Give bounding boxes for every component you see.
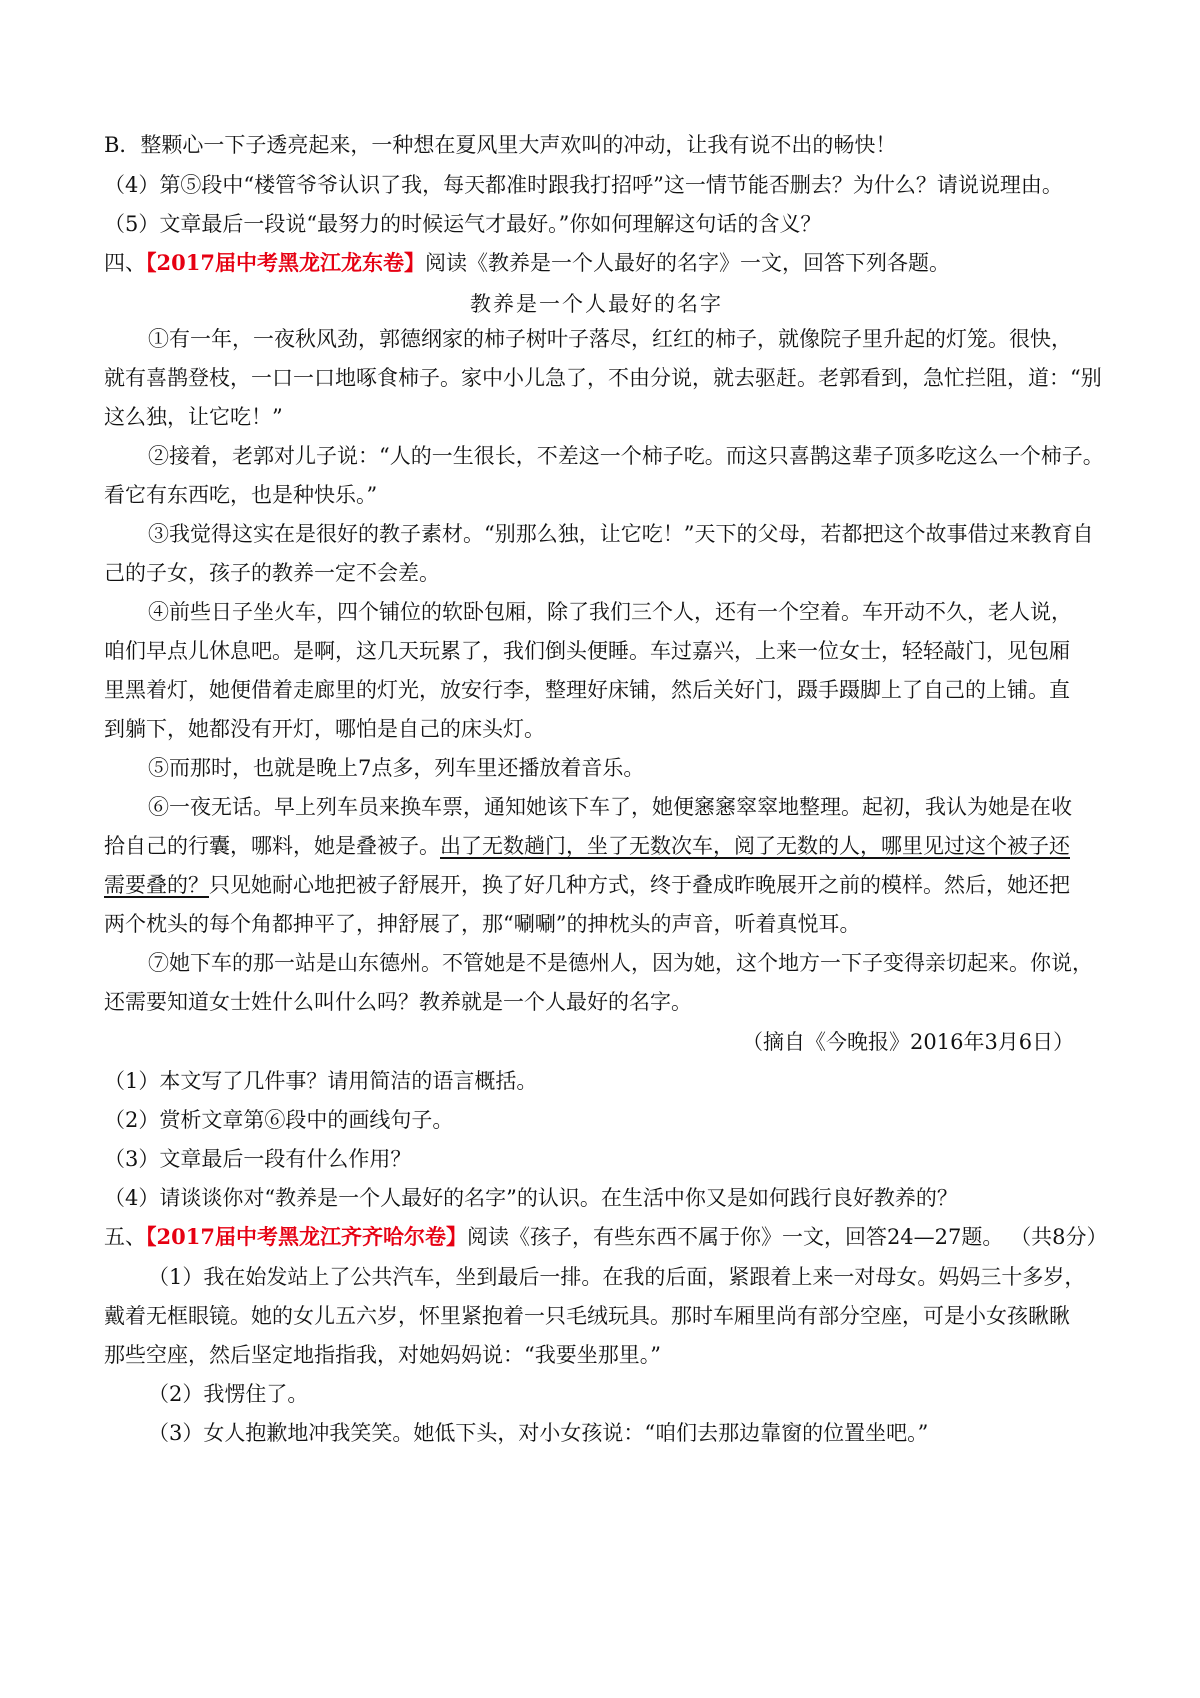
section5-prefix: 五、 (104, 1225, 146, 1249)
paragraph-6-text-cont: 只见她耐心地把被子舒展开，换了好几种方式，终于叠成昨晚展开之前的模样。然后，她还把 (209, 873, 1070, 897)
section4-source: 【2017届中考黑龙江龙东卷】 (146, 250, 425, 275)
story-paragraph-1-line-1: （1）我在始发站上了公共汽车，坐到最后一排。在我的后面，紧跟着上来一对母女。妈妈三十多岁， (148, 1265, 1086, 1289)
section4-heading (104, 248, 950, 278)
paragraph-2-line-1: ②接着，老郭对儿子说：“人的一生很长，不差这一个柿子吃。而这只喜鹊这辈子顶多吃这么一个柿子。 (148, 444, 1104, 468)
section4-intro: 阅读《教养是一个人最好的名字》一文，回答下列各题。 (424, 251, 950, 275)
paragraph-1-line-1: ①有一年，一夜秋风劲，郭德纲家的柿子树叶子落尽，红红的柿子，就像院子里升起的灯笼。很快， (148, 327, 1072, 351)
story-paragraph-1-line-3: 那些空座，然后坚定地指指我，对她妈妈说：“我要坐那里。” (104, 1343, 661, 1367)
section4-prefix: 四、 (104, 251, 146, 275)
paragraph-6-line-4: 两个枕头的每个角都抻平了，抻舒展了，那“唰唰”的抻枕头的声音，听着真悦耳。 (104, 912, 861, 936)
section4-question-1: （1）本文写了几件事？请用简洁的语言概括。 (104, 1069, 538, 1093)
paragraph-6-text: 拾自己的行囊，哪料，她是叠被子。 (104, 834, 440, 858)
paragraph-5-line-1: ⑤而那时，也就是晚上7点多，列车里还播放着音乐。 (148, 756, 645, 780)
section4-question-2: （2）赏析文章第⑥段中的画线句子。 (104, 1108, 454, 1132)
section5-intro: 阅读《孩子，有些东西不属于你》一文，回答24—27题。 (466, 1225, 1004, 1249)
section5-heading (104, 1222, 1107, 1252)
paragraph-4-line-4: 到躺下，她都没有开灯，哪怕是自己的床头灯。 (104, 717, 545, 741)
paragraph-2-line-2: 看它有东西吃，也是种快乐。” (104, 483, 378, 507)
article-citation: （摘自《今晚报》2016年3月6日） (742, 1030, 1075, 1054)
paragraph-6-line-3 (104, 870, 1070, 900)
q3-option-b: B．整颗心一下子透亮起来，一种想在夏风里大声欢叫的冲动，让我有说不出的畅快！ (104, 133, 897, 157)
article-title: 教养是一个人最好的名字 (470, 292, 723, 316)
q3-question-4: （4）第⑤段中“楼管爷爷认识了我，每天都准时跟我打招呼”这一情节能否删去？为什么？请说说理由。 (104, 173, 1063, 197)
underlined-sentence: 出了无数趟门，坐了无数次车，阅了无数的人，哪里见过这个被子还 (440, 834, 1070, 858)
paragraph-4-line-1: ④前些日子坐火车，四个铺位的软卧包厢，除了我们三个人，还有一个空着。车开动不久，老人说， (148, 600, 1072, 624)
section5-points: （共8分） (1010, 1225, 1108, 1249)
paragraph-3-line-1: ③我觉得这实在是很好的教子素材。“别那么独，让它吃！”天下的父母，若都把这个故事借过来教育自 (148, 522, 1094, 546)
paragraph-1-line-2: 就有喜鹊登枝，一口一口地啄食柿子。家中小儿急了，不由分说，就去驱赶。老郭看到，急忙拦阻，道：“别 (104, 366, 1102, 390)
paragraph-7-line-2: 还需要知道女士姓什么叫什么吗？教养就是一个人最好的名字。 (104, 990, 692, 1014)
section4-question-4: （4）请谈谈你对“教养是一个人最好的名字”的认识。在生活中你又是如何践行良好教养的？ (104, 1186, 958, 1210)
paragraph-1-line-3: 这么独，让它吃！” (104, 405, 283, 429)
story-paragraph-3: （3）女人抱歉地冲我笑笑。她低下头，对小女孩说：“咱们去那边靠窗的位置坐吧。” (148, 1421, 929, 1445)
section5-source: 【2017届中考黑龙江齐齐哈尔卷】 (146, 1224, 467, 1249)
paragraph-7-line-1: ⑦她下车的那一站是山东德州。不管她是不是德州人，因为她，这个地方一下子变得亲切起来。你说， (148, 951, 1093, 975)
q3-question-5: （5）文章最后一段说“最努力的时候运气才最好。”你如何理解这句话的含义？ (104, 212, 822, 236)
paragraph-6-line-1: ⑥一夜无话。早上列车员来换车票，通知她该下车了，她便窸窸窣窣地整理。起初，我认为她是在收 (148, 795, 1072, 819)
story-paragraph-1-line-2: 戴着无框眼镜。她的女儿五六岁，怀里紧抱着一只毛绒玩具。那时车厢里尚有部分空座，可是小女孩瞅瞅 (104, 1304, 1070, 1328)
paragraph-4-line-3: 里黑着灯，她便借着走廊里的灯光，放安行李，整理好床铺，然后关好门，蹑手蹑脚上了自己的上铺。直 (104, 678, 1070, 702)
underlined-sentence-end: 需要叠的？ (104, 873, 209, 897)
story-paragraph-2: （2）我愣住了。 (148, 1382, 309, 1406)
paragraph-3-line-2: 己的子女，孩子的教养一定不会差。 (104, 561, 440, 585)
paragraph-6-line-2 (104, 831, 1070, 861)
paragraph-4-line-2: 咱们早点儿休息吧。是啊，这几天玩累了，我们倒头便睡。车过嘉兴，上来一位女士，轻轻敲门，见包厢 (104, 639, 1070, 663)
section4-question-3: （3）文章最后一段有什么作用？ (104, 1147, 412, 1171)
